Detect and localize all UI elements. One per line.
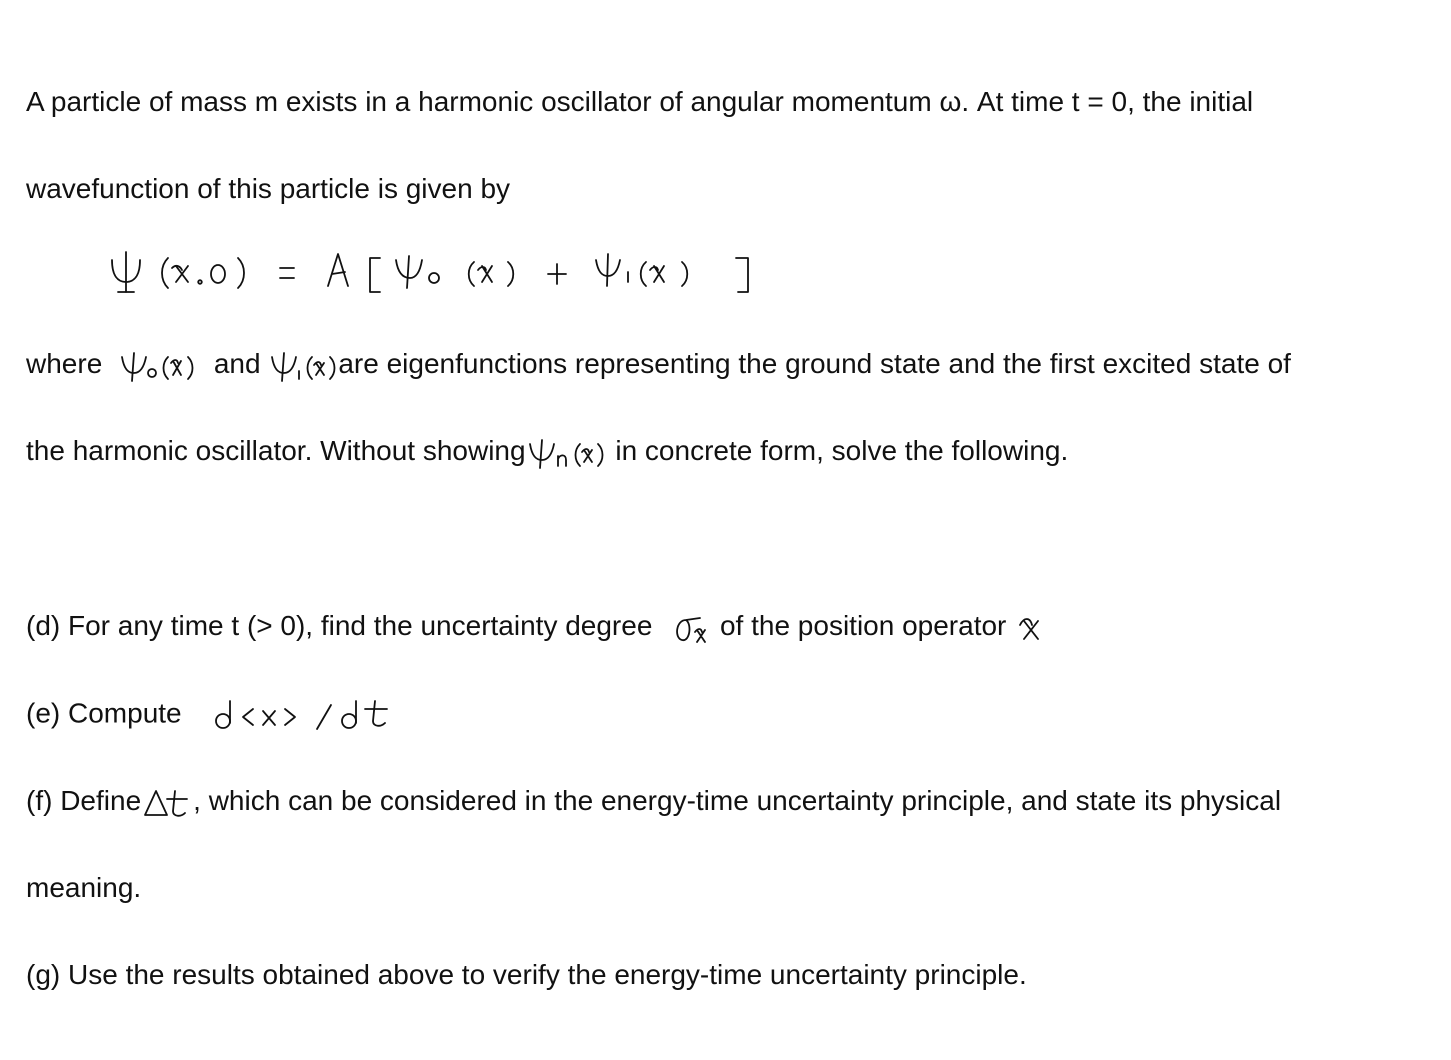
harmonic-oscillator-line (26, 433, 1068, 470)
concrete-form-text: in concrete form, solve the following. (615, 435, 1069, 466)
handwritten-x-operator (1016, 613, 1046, 643)
handwritten-psin (526, 436, 608, 470)
question-f-line-2 (26, 870, 141, 906)
question-f-text-2: , which can be considered in the energy-time uncertainty principle, and state its physical (193, 785, 1282, 816)
question-e-text: (e) Compute (26, 697, 182, 729)
without-showing-text: the harmonic oscillator. Without showing (26, 435, 526, 466)
handwritten-sigma-x (670, 610, 710, 646)
handwritten-psi0 (118, 349, 200, 383)
question-f-text: (f) Define (26, 785, 142, 816)
intro-text-1: A particle of mass m exists in a harmonic oscillator of angular momentum ω. At time t = 0, the initial (26, 86, 1254, 117)
question-d-text: (d) For any time t (> 0), find the uncertainty degree (26, 610, 653, 641)
where-text: where (26, 348, 103, 379)
question-f (26, 783, 1281, 821)
where-line (26, 346, 1291, 383)
question-d (26, 608, 1046, 646)
intro-line-2 (26, 171, 510, 207)
intro-text-2: wavefunction of this particle is given by (26, 173, 511, 204)
handwritten-psi1 (268, 349, 338, 383)
handwritten-delta-t (141, 785, 193, 821)
intro-line-1 (26, 84, 1253, 120)
question-e (26, 695, 395, 735)
question-g (26, 957, 1027, 993)
question-d-text-2: of the position operator (719, 610, 1007, 641)
meaning-text: meaning. (26, 872, 142, 903)
question-g-text: (g) Use the results obtained above to verify the energy-time uncertainty principle. (26, 959, 1027, 990)
handwritten-wavefunction-equation (108, 248, 768, 298)
handwritten-d-expect-x-dt (209, 695, 395, 735)
and-text: and (213, 348, 261, 379)
eigenfunction-text: are eigenfunctions representing the ground state and the first excited state of (338, 348, 1291, 379)
